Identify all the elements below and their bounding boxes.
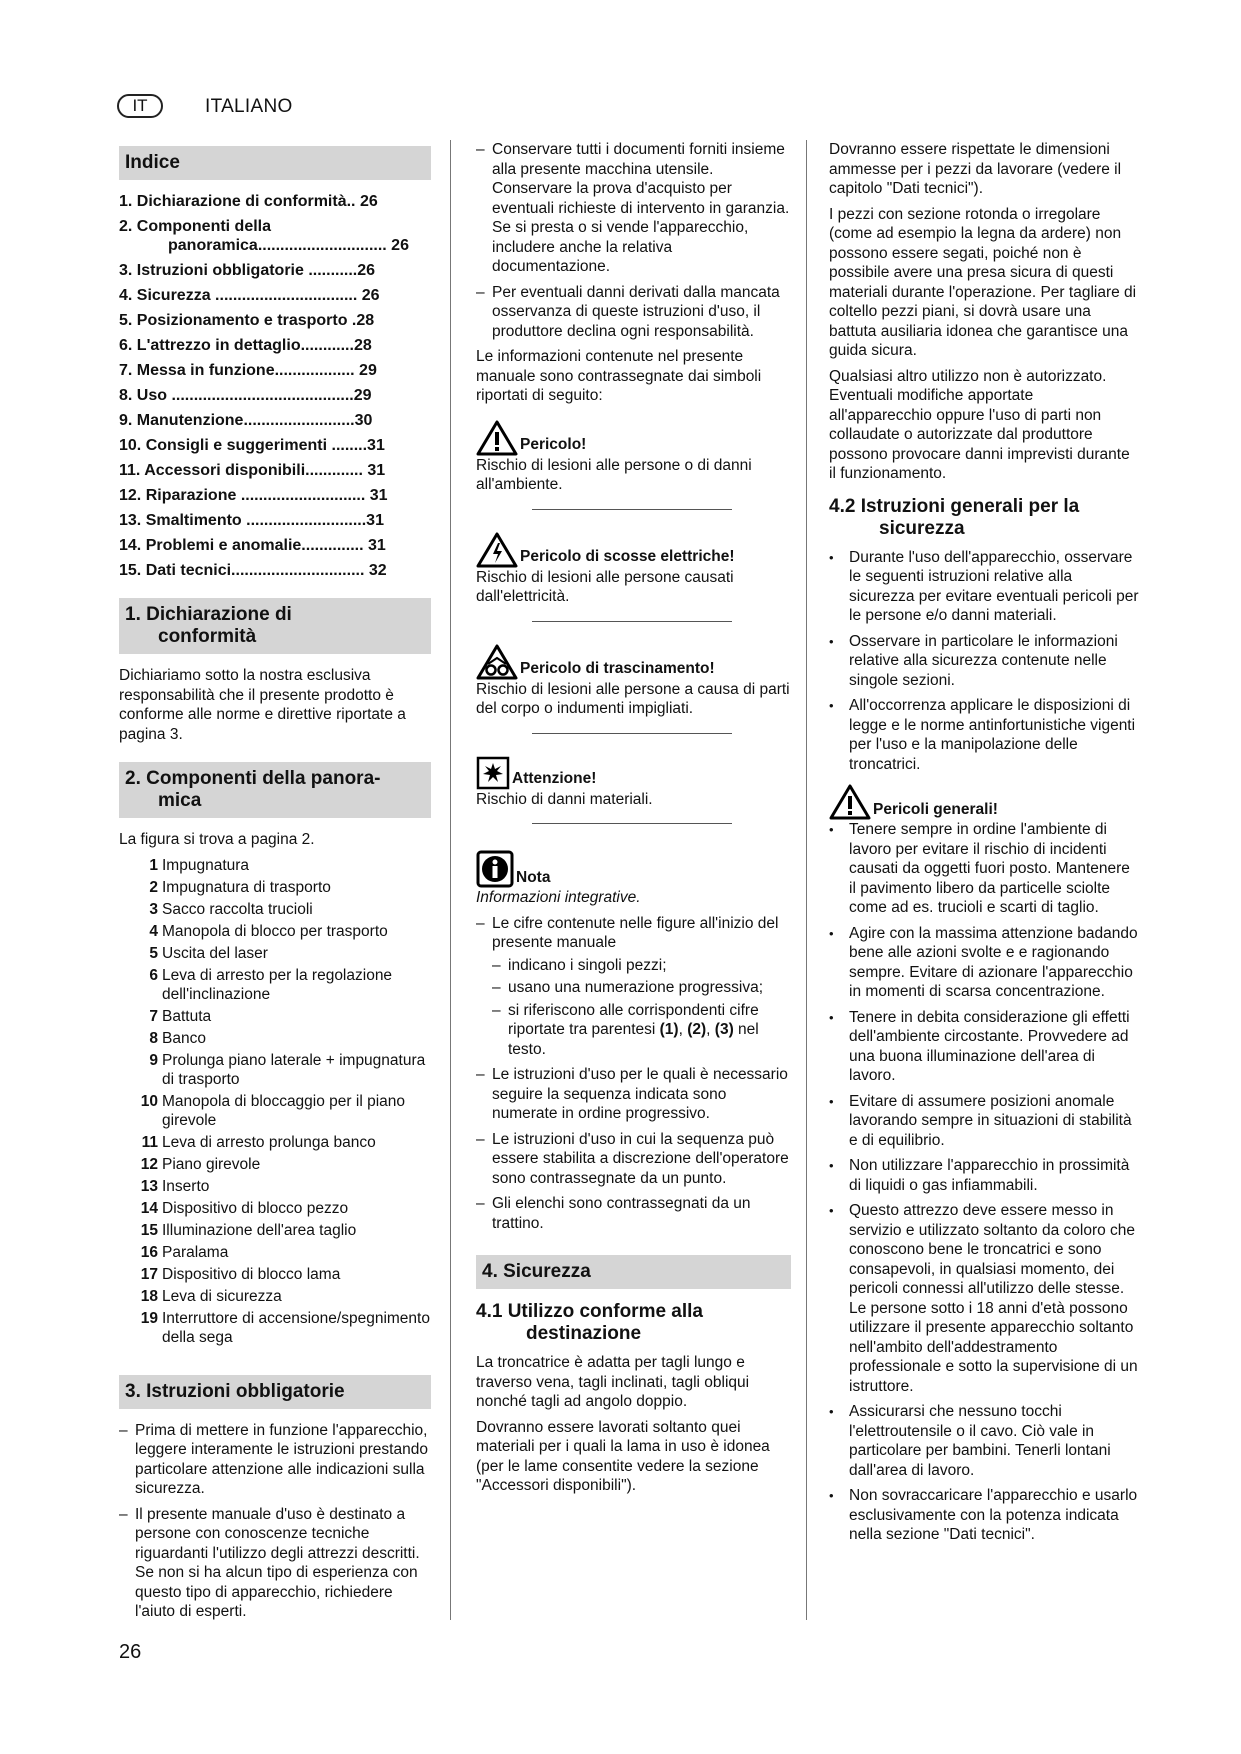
column-right xyxy=(829,140,1139,1551)
toc-item[interactable]: 4. Sicurezza ................................ 26 xyxy=(119,287,380,304)
separator xyxy=(532,509,732,510)
list-item: – Le cifre contenute nelle figure all'inizio del presente manuale – indicano i singoli pezzi; – usano una numerazione progressiva; – si riferiscono alle corrispondenti cifre riportate tra parentesi (1), (2), (3) nel testo. xyxy=(476,914,791,1060)
page-number: 26 xyxy=(119,1641,142,1663)
section-1-body: Dichiariamo sotto la nostra esclusiva responsabilità che il presente prodotto è conforme alle norme e direttive riportate a pagina 3. xyxy=(119,667,406,743)
part-number: 14 xyxy=(140,1199,158,1217)
part-label: Inserto xyxy=(162,1177,210,1195)
part-item xyxy=(119,922,431,941)
list-item: • Agire con la massima attenzione badando bene alle azioni svolte e e ragionando sempre. Evitare di azionare l'apparecchio in momenti di scarsa concentrazione. xyxy=(829,924,1139,1002)
part-label: Impugnatura xyxy=(162,856,250,874)
part-label: Manopola di bloccaggio per il piano girevole xyxy=(162,1092,405,1129)
symbol-electric: Pericolo di scosse elettriche! xyxy=(476,532,791,568)
part-number: 13 xyxy=(140,1177,158,1195)
part-number: 3 xyxy=(149,900,158,918)
part-item xyxy=(119,1177,431,1196)
part-label: Impugnatura di trasporto xyxy=(162,878,331,896)
part-label: Prolunga piano laterale + impugnatura di trasporto xyxy=(162,1051,426,1088)
info-icon xyxy=(476,850,514,888)
part-number: 8 xyxy=(149,1029,158,1047)
part-number: 17 xyxy=(140,1265,158,1283)
part-item xyxy=(119,966,431,1004)
paragraph: I pezzi con sezione rotonda o irregolare (come ad esempio la legna da ardere) non possono essere segati, poiché non è possibile avere una presa sicura di questi materiali durante l'operazione. Per tagliare di coltello pezzi piani, si dovrà usare una battuta ausiliaria idonea che garantisce una guida sicura. xyxy=(829,205,1137,359)
toc-item[interactable]: 12. Riparazione ............................ 31 xyxy=(119,487,388,504)
symbol-entanglement-text: Rischio di lesioni alle persone a causa di parti del corpo o indumenti impigliati. xyxy=(476,680,790,717)
part-number: 4 xyxy=(149,922,158,940)
list-item: • Tenere in debita considerazione gli effetti dell'ambiente circostante. Provvedere ad una buona illuminazione dell'area di lavoro. xyxy=(829,1008,1139,1086)
part-number: 7 xyxy=(149,1007,158,1025)
part-item xyxy=(119,1133,431,1152)
part-label: Interruttore di accensione/spegnimento della sega xyxy=(162,1309,430,1346)
part-number: 15 xyxy=(140,1221,158,1239)
list-item: – Le istruzioni d'uso per le quali è necessario seguire la sequenza indicata sono numerate in ordine progressivo. xyxy=(476,1065,791,1124)
part-label: Leva di sicurezza xyxy=(162,1287,282,1305)
list-item: • Osservare in particolare le informazioni relative alla sicurezza contenute nelle singole sezioni. xyxy=(829,632,1139,691)
column-divider xyxy=(806,140,807,1620)
section-2-title: 2. Componenti della panora- mica xyxy=(119,762,431,818)
paragraph: Qualsiasi altro utilizzo non è autorizzato. Eventuali modifiche apportate all'apparecchio oppure l'uso di parti non collaudate o autorizzate dal produttore possono provocare danni imprevisti durante il funzionamento. xyxy=(829,367,1130,482)
part-item xyxy=(119,1265,431,1284)
list-item: • Assicurarsi che nessuno tocchi l'elettroutensile o il cavo. Ciò vale in particolare per bambini. Tenerli lontani dall'area di lavoro. xyxy=(829,1402,1139,1480)
list-item: • Non sovraccaricare l'apparecchio e usarlo esclusivamente con la potenza indicata nella sezione "Dati tecnici". xyxy=(829,1486,1139,1545)
note-subtitle: Informazioni integrative. xyxy=(476,889,641,906)
section-1-title: 1. Dichiarazione di conformità xyxy=(119,598,431,654)
note-sublist xyxy=(492,956,791,1060)
part-label: Uscita del laser xyxy=(162,944,268,962)
separator xyxy=(532,621,732,622)
paragraph: Dovranno essere rispettate le dimensioni ammesse per i pezzi da lavorare (vedere il capitolo "Dati tecnici"). xyxy=(829,141,1122,197)
general-danger-list xyxy=(829,820,1139,1545)
toc-item[interactable]: 8. Uso .........................................29 xyxy=(119,387,372,404)
list-item: – Gli elenchi sono contrassegnati da un trattino. xyxy=(476,1194,791,1233)
toc-item[interactable]: 7. Messa in funzione.................. 29 xyxy=(119,362,377,379)
section-4-title: 4. Sicurezza xyxy=(476,1255,791,1289)
attention-icon xyxy=(476,756,510,790)
list-item: • Tenere sempre in ordine l'ambiente di lavoro per evitare il rischio di incidenti causati da oggetti fuori posto. Mantenere il pavimento libero da particelle sciolte come ad es. trucioli e scarti di taglio. xyxy=(829,820,1139,918)
part-label: Dispositivo di blocco lama xyxy=(162,1265,341,1283)
separator xyxy=(532,733,732,734)
parts-list xyxy=(119,856,431,1347)
column-left xyxy=(119,140,431,1628)
language-badge: IT xyxy=(117,94,163,118)
part-item xyxy=(119,944,431,963)
column-middle xyxy=(476,140,791,1502)
part-number: 5 xyxy=(149,944,158,962)
section-4-1-title: 4.1 Utilizzo conforme alla destinazione xyxy=(476,1301,703,1344)
part-number: 2 xyxy=(149,878,158,896)
separator xyxy=(532,823,732,824)
part-label: Sacco raccolta trucioli xyxy=(162,900,313,918)
section-4-2-list xyxy=(829,548,1139,775)
list-item: – indicano i singoli pezzi; xyxy=(492,956,791,976)
section-4-2-title: 4.2 Istruzioni generali per la sicurezza xyxy=(829,495,1080,539)
part-number: 11 xyxy=(141,1133,158,1151)
language-label: ITALIANO xyxy=(205,96,293,117)
part-label: Paralama xyxy=(162,1243,229,1261)
symbol-danger: Pericolo! xyxy=(476,420,791,456)
toc-item[interactable]: 5. Posizionamento e trasporto .28 xyxy=(119,312,375,329)
symbol-note: Nota xyxy=(476,850,791,888)
part-number: 9 xyxy=(149,1051,158,1069)
toc-item[interactable]: 13. Smaltimento ...........................31 xyxy=(119,512,384,529)
toc-item[interactable]: 14. Problemi e anomalie.............. 31 xyxy=(119,537,386,554)
part-label: Leva di arresto per la regolazione dell'inclinazione xyxy=(162,966,393,1003)
part-number: 18 xyxy=(140,1287,158,1305)
part-item xyxy=(119,1092,431,1130)
part-label: Manopola di blocco per trasporto xyxy=(162,922,388,940)
list-item: • All'occorrenza applicare le disposizioni di legge e le norme antinfortunistiche vigenti per l'uso e la manipolazione delle troncatrici. xyxy=(829,696,1139,774)
list-item: • Questo attrezzo deve essere messo in servizio e utilizzato soltanto da coloro che conoscono bene le troncatrici e sono consapevoli, in qualsiasi momento, dei pericoli connessi all'utilizzo delle stesse. Le persone sotto i 18 anni d'età possono utilizzare il presente apparecchio soltanto nell'ambito dell'addestramento professionale e sotto la supervisione di un istruttore. xyxy=(829,1201,1139,1396)
toc-item[interactable]: 10. Consigli e suggerimenti ........31 xyxy=(119,437,385,454)
list-item: • Durante l'uso dell'apparecchio, osservare le seguenti istruzioni relative alla sicurezza per evitare eventuali pericoli per le persone e/o danni materiali. xyxy=(829,548,1139,626)
toc-item[interactable]: 6. L'attrezzo in dettaglio............28 xyxy=(119,337,372,354)
part-number: 1 xyxy=(149,856,158,874)
toc-item[interactable]: 1. Dichiarazione di conformità.. 26 xyxy=(119,193,378,210)
part-number: 16 xyxy=(140,1243,158,1261)
part-item xyxy=(119,1199,431,1218)
list-item: – Conservare tutti i documenti forniti insieme alla presente macchina utensile. Conservare la prova d'acquisto per eventuali richieste di intervento in garanzia. Se si presta o si vende l'apparecchio, includere anche la relativa documentazione. xyxy=(476,140,791,277)
list-item: – Le istruzioni d'uso in cui la sequenza può essere stabilita a discrezione dell'operatore sono contrassegnate da un punto. xyxy=(476,1130,791,1189)
list-item: – Il presente manuale d'uso è destinato a persone con conoscenze tecniche riguardanti l'utilizzo degli attrezzi descritti. Se non si ha alcun tipo di esperienza con questo tipo di apparecchio, richiedere l'aiuto di esperti. xyxy=(119,1505,431,1622)
symbol-general-danger: Pericoli generali! xyxy=(829,784,1139,820)
section-3-list-cont xyxy=(476,140,791,341)
column-divider xyxy=(450,140,451,1620)
symbol-electric-text: Rischio di lesioni alle persone causati dall'elettricità. xyxy=(476,568,734,605)
toc-item[interactable]: 3. Istruzioni obbligatorie ...........26 xyxy=(119,262,376,279)
section-3-title: 3. Istruzioni obbligatorie xyxy=(119,1375,431,1409)
symbol-entanglement: Pericolo di trascinamento! xyxy=(476,644,791,680)
symbol-danger-text: Rischio di lesioni alle persone o di danni all'ambiente. xyxy=(476,456,752,493)
part-label: Piano girevole xyxy=(162,1155,261,1173)
part-label: Dispositivo di blocco pezzo xyxy=(162,1199,349,1217)
part-number: 12 xyxy=(140,1155,158,1173)
warning-triangle-icon xyxy=(476,420,518,456)
toc-title: Indice xyxy=(119,146,431,180)
symbol-attention-text: Rischio di danni materiali. xyxy=(476,790,653,808)
list-item: – usano una numerazione progressiva; xyxy=(492,978,791,998)
part-label: Battuta xyxy=(162,1007,212,1025)
warning-triangle-icon xyxy=(829,784,871,820)
section-3-list xyxy=(119,1421,431,1622)
part-item xyxy=(119,878,431,897)
symbol-attention: Attenzione! xyxy=(476,756,791,790)
list-item: • Evitare di assumere posizioni anomale lavorando sempre in situazioni di stabilità e di equilibrio. xyxy=(829,1092,1139,1151)
part-item xyxy=(119,1051,431,1089)
part-label: Leva di arresto prolunga banco xyxy=(162,1133,376,1151)
part-item xyxy=(119,856,431,875)
entanglement-icon xyxy=(476,644,518,680)
part-item xyxy=(119,1309,431,1347)
symbols-intro: Le informazioni contenute nel presente manuale sono contrassegnate dai simboli riportati di seguito: xyxy=(476,348,762,404)
toc-item[interactable]: 9. Manutenzione.........................30 xyxy=(119,412,373,429)
part-item xyxy=(119,1243,431,1262)
part-item xyxy=(119,1221,431,1240)
part-number: 6 xyxy=(149,966,158,984)
part-item xyxy=(119,1029,431,1048)
list-item: – Per eventuali danni derivati dalla mancata osservanza di queste istruzioni d'uso, il produttore declina ogni responsabilità. xyxy=(476,283,791,342)
paragraph: Dovranno essere lavorati soltanto quei materiali per i quali la lama in uso è idonea (per le lame consentite vedere la sezione "Accessori disponibili"). xyxy=(476,1418,770,1494)
part-item xyxy=(119,1287,431,1306)
part-number: 19 xyxy=(140,1309,158,1327)
toc-list xyxy=(119,192,431,580)
electric-shock-icon xyxy=(476,532,518,568)
note-list xyxy=(476,914,791,1234)
toc-item[interactable]: 11. Accessori disponibili............. 31 xyxy=(119,462,386,479)
list-item: • Non utilizzare l'apparecchio in prossimità di liquidi o gas infiammabili. xyxy=(829,1156,1139,1195)
part-number: 10 xyxy=(140,1092,158,1110)
part-label: Illuminazione dell'area taglio xyxy=(162,1221,357,1239)
list-item: – Prima di mettere in funzione l'apparecchio, leggere interamente le istruzioni prestando particolare attenzione alle indicazioni sulla sicurezza. xyxy=(119,1421,431,1499)
part-item xyxy=(119,1155,431,1174)
part-item xyxy=(119,1007,431,1026)
list-item: – si riferiscono alle corrispondenti cifre riportate tra parentesi (1), (2), (3) nel testo. xyxy=(492,1001,791,1060)
toc-item[interactable]: 15. Dati tecnici.............................. 32 xyxy=(119,562,387,579)
part-label: Banco xyxy=(162,1029,206,1047)
section-2-intro: La figura si trova a pagina 2. xyxy=(119,831,315,848)
toc-item[interactable]: 2. Componenti della panoramica............................. 26 xyxy=(119,218,409,254)
paragraph: La troncatrice è adatta per tagli lungo e traverso vena, tagli inclinati, tagli obliqui nonché tagli ad angolo doppio. xyxy=(476,1354,750,1410)
part-item xyxy=(119,900,431,919)
